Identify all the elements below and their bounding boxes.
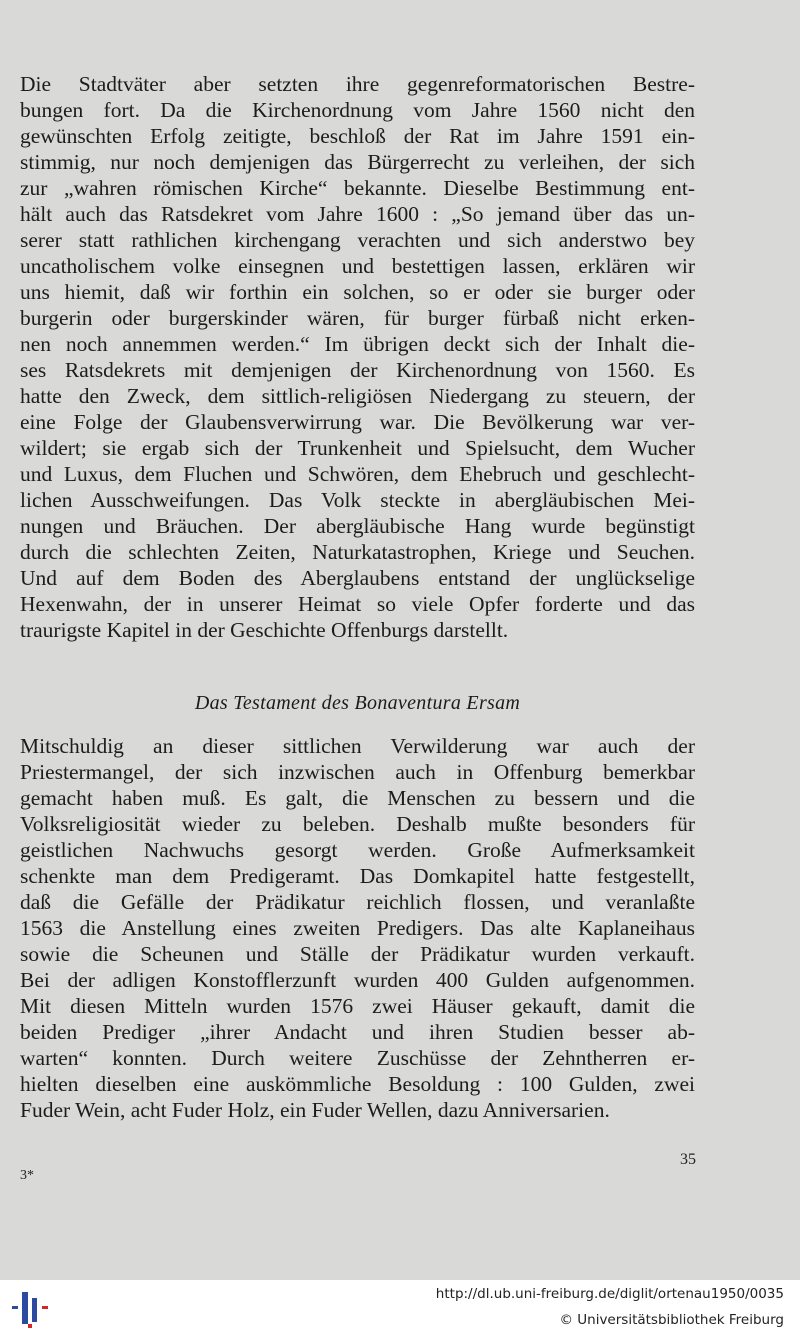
signature-mark: 3* [20,1168,34,1183]
text-line: zur „wahren römischen Kirche“ bekannte. Dieselbe Bestimmung ent- [20,176,695,200]
text-line: Volksreligiosität wieder zu beleben. Deshalb mußte besonders für [20,812,695,836]
text-line: ses Ratsdekrets mit demjenigen der Kirchenordnung von 1560. Es [20,358,695,382]
text-line: Mit diesen Mitteln wurden 1576 zwei Häuser gekauft, damit die [20,994,695,1018]
text-line: hatte den Zweck, dem sittlich-religiösen Niedergang zu steuern, der [20,384,695,408]
text-line: nen noch annemmen werden.“ Im übrigen deckt sich der Inhalt die- [20,332,695,356]
text-line: hielten dieselben eine auskömmliche Besoldung : 100 Gulden, zwei [20,1072,695,1096]
text-line: beiden Prediger „ihrer Andacht und ihren Studien besser ab- [20,1020,695,1044]
text-line: uncatholischem volke einsegnen und bestettigen lassen, erklären wir [20,254,695,278]
text-line: durch die schlechten Zeiten, Naturkatastrophen, Kriege und Seuchen. [20,540,695,564]
ub-freiburg-logo-icon [8,1288,52,1328]
text-line: hält auch das Ratsdekret vom Jahre 1600 : „So jemand über das un- [20,202,695,226]
text-line: Und auf dem Boden des Aberglaubens entstand der unglückselige [20,566,695,590]
copyright-text: © Universitätsbibliothek Freiburg [559,1312,784,1328]
page-number: 35 [680,1151,696,1168]
text-line: lichen Ausschweifungen. Das Volk steckte in abergläubischen Mei- [20,488,695,512]
text-line: 1563 die Anstellung eines zweiten Predigers. Das alte Kaplaneihaus [20,916,695,940]
text-line: traurigste Kapitel in der Geschichte Offenburgs darstellt. [20,618,509,642]
text-line: Priestermangel, der sich inzwischen auch in Offenburg bemerkbar [20,760,695,784]
text-line: stimmig, nur noch demjenigen das Bürgerrecht zu verleihen, der sich [20,150,695,174]
section-heading: Das Testament des Bonaventura Ersam [194,692,521,714]
paragraph-1 [20,71,695,643]
source-url-link[interactable]: http://dl.ub.uni-freiburg.de/diglit/ortenau1950/0035 [435,1286,784,1302]
text-line: burgerin oder burgerskinder wären, für burger fürbaß nicht erken- [20,306,695,330]
text-line: eine Folge der Glaubensverwirrung war. Die Bevölkerung war ver- [20,410,695,434]
text-line: serer statt rathlichen kirchengang verachten und sich anderstwo bey [20,228,695,252]
text-line: uns hiemit, daß wir forthin ein solchen, so er oder sie burger oder [20,280,695,304]
paragraph-2 [20,733,695,1123]
text-line: gewünschten Erfolg zeitigte, beschloß der Rat im Jahre 1591 ein- [20,124,695,148]
text-line: gemacht haben muß. Es galt, die Menschen zu bessern und die [20,786,695,810]
text-line: nungen und Bräuchen. Der abergläubische Hang wurde begünstigt [20,514,695,538]
text-line: Die Stadtväter aber setzten ihre gegenreformatorischen Bestre- [20,72,695,96]
text-line: bungen fort. Da die Kirchenordnung vom Jahre 1560 nicht den [20,98,695,122]
text-line: Bei der adligen Konstofflerzunft wurden 400 Gulden aufgenommen. [20,968,695,992]
text-line: schenkte man dem Predigeramt. Das Domkapitel hatte festgestellt, [20,864,695,888]
text-line: daß die Gefälle der Prädikatur reichlich flossen, und veranlaßte [20,890,695,914]
text-line: wildert; sie ergab sich der Trunkenheit und Spielsucht, dem Wucher [20,436,695,460]
text-line: Mitschuldig an dieser sittlichen Verwilderung war auch der [20,734,695,758]
text-line: warten“ konnten. Durch weitere Zuschüsse der Zehntherren er- [20,1046,695,1070]
footer-bar [0,1280,800,1336]
text-line: und Luxus, dem Fluchen und Schwören, dem Ehebruch und geschlecht- [20,462,695,486]
text-line: sowie die Scheunen und Ställe der Prädikatur wurden verkauft. [20,942,695,966]
text-line: Fuder Wein, acht Fuder Holz, ein Fuder Wellen, dazu Anniversarien. [20,1098,610,1122]
text-line: geistlichen Nachwuchs gesorgt werden. Große Aufmerksamkeit [20,838,695,862]
text-line: Hexenwahn, der in unserer Heimat so viele Opfer forderte und das [20,592,695,616]
